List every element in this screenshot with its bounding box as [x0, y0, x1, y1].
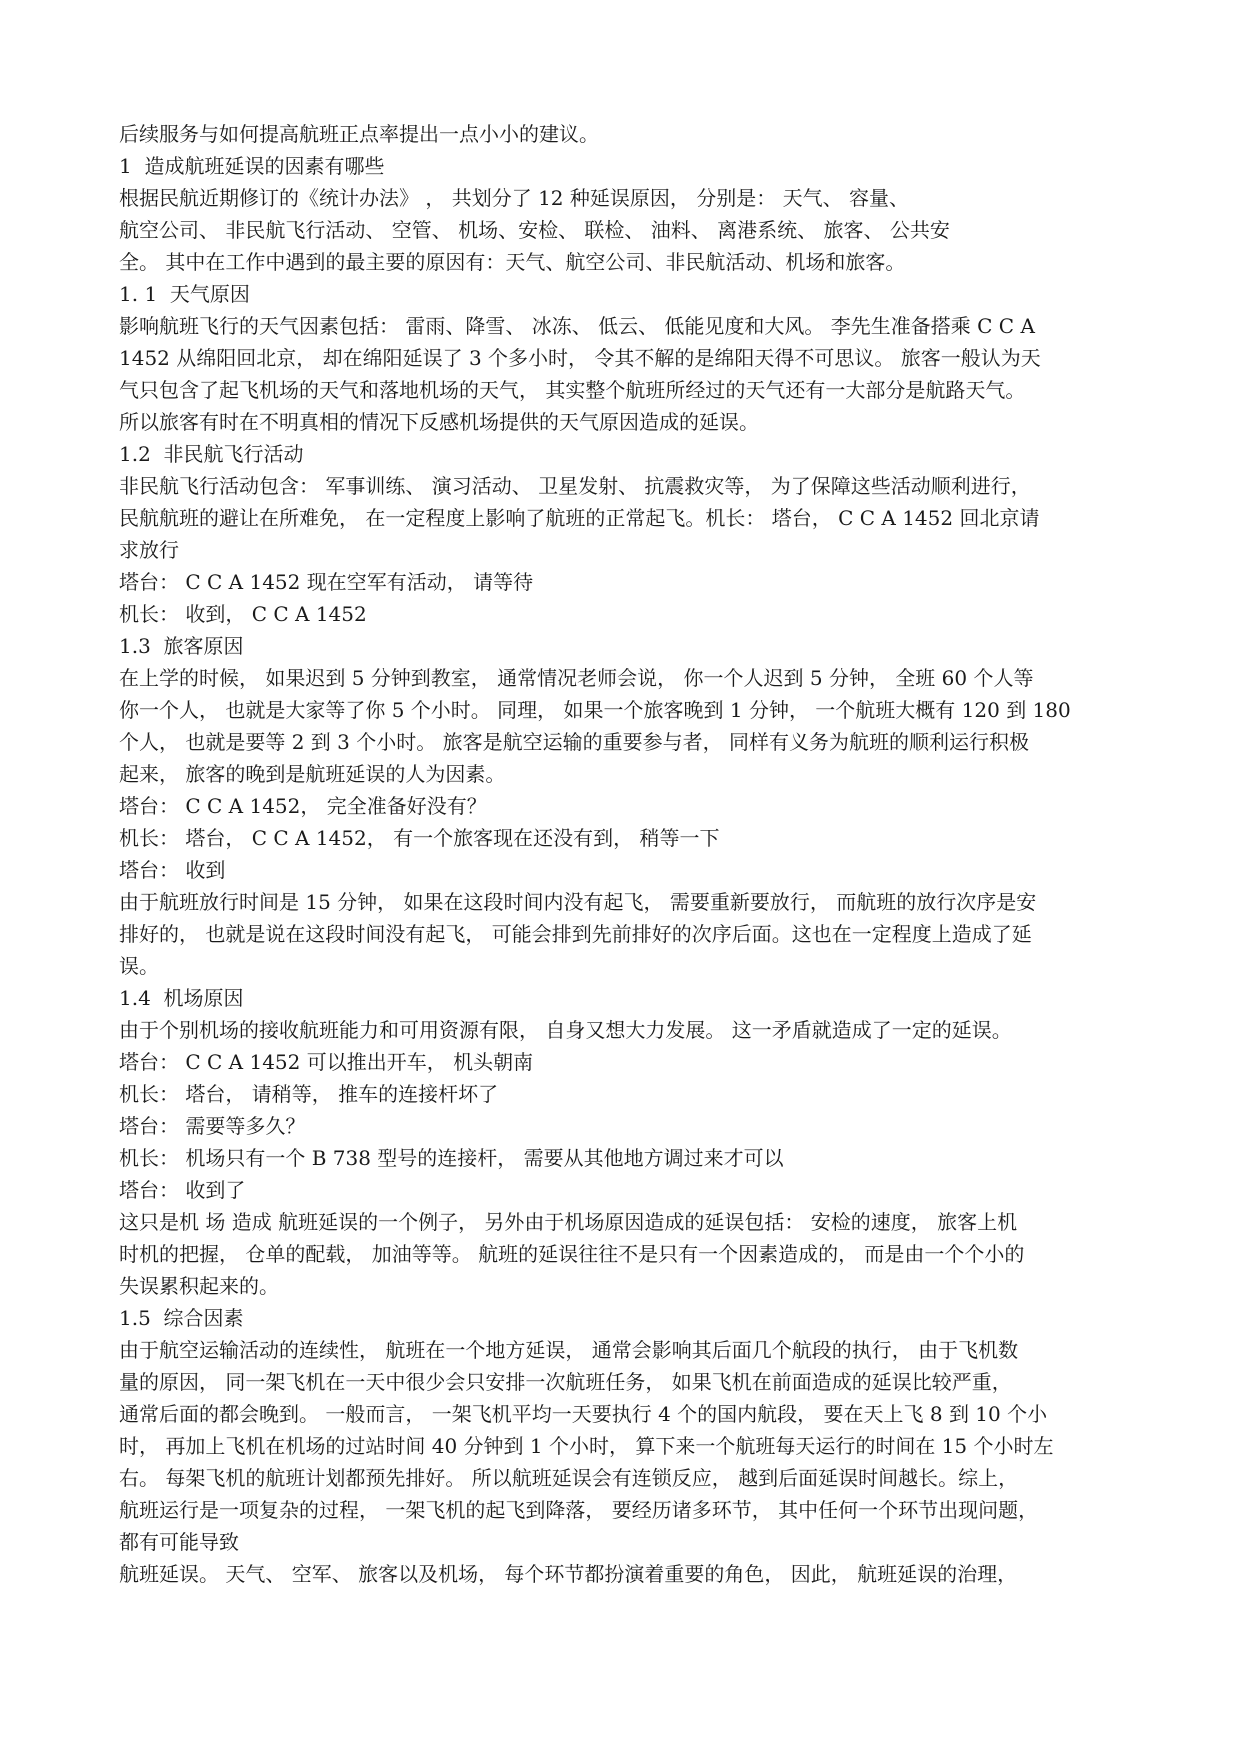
dialogue-line: 塔台： C C A 1452， 完全准备好没有？ [119, 794, 487, 818]
text-line: 由于航班放行时间是 15 分钟， 如果在这段时间内没有起飞， 需要重新要放行， 而航班的放行次序是安 [119, 890, 1037, 914]
dialogue-line: 塔台： 收到了 [119, 1178, 246, 1202]
dialogue-line: 机长： 塔台， C C A 1452， 有一个旅客现在还没有到， 稍等一下 [119, 826, 720, 850]
text-line: 失误累积起来的。 [119, 1274, 279, 1298]
dialogue-line: 机长： 收到， C C A 1452 [119, 602, 367, 626]
text-line: 由于航空运输活动的连续性， 航班在一个地方延误， 通常会影响其后面几个航段的执行， 由于飞机数 [119, 1338, 1019, 1362]
document-body [119, 118, 1159, 1590]
dialogue-line: 机长： 塔台， 请稍等， 推车的连接杆坏了 [119, 1082, 499, 1106]
section-heading: 1 造成航班延误的因素有哪些 [119, 154, 385, 178]
section-heading: 1. 1 天气原因 [119, 282, 250, 306]
text-line: 右。 每架飞机的航班计划都预先排好。 所以航班延误会有连锁反应， 越到后面延误时间越长。综上， [119, 1466, 1019, 1490]
text-line: 影响航班飞行的天气因素包括： 雷雨、降雪、 冰冻、 低云、 低能见度和大风。 李先生准备搭乘 C C A [119, 314, 1035, 338]
text-line: 全。 其中在工作中遇到的最主要的原因有：天气、航空公司、非民航活动、机场和旅客。 [119, 250, 906, 274]
text-line: 这只是机 场 造成 航班延误的一个例子， 另外由于机场原因造成的延误包括： 安检的速度， 旅客上机 [119, 1210, 1018, 1234]
text-line: 在上学的时候， 如果迟到 5 分钟到教室， 通常情况老师会说， 你一个人迟到 5 分钟， 全班 60 个人等 [119, 666, 1034, 690]
text-line: 航班延误。 天气、 空军、 旅客以及机场， 每个环节都扮演着重要的角色， 因此， 航班延误的治理， [119, 1562, 1018, 1586]
text-line: 求放行 [119, 538, 179, 562]
section-heading: 1.5 综合因素 [119, 1306, 244, 1330]
dialogue-line: 塔台： 收到 [119, 858, 226, 882]
text-line: 通常后面的都会晚到。 一般而言， 一架飞机平均一天要执行 4 个的国内航段， 要在天上飞 8 到 10 个小 [119, 1402, 1048, 1426]
text-line: 个人， 也就是要等 2 到 3 个小时。 旅客是航空运输的重要参与者， 同样有义务为航班的顺利运行积极 [119, 730, 1029, 754]
dialogue-line: 塔台： C C A 1452 可以推出开车， 机头朝南 [119, 1050, 534, 1074]
dialogue-line: 机长： 机场只有一个 B 738 型号的连接杆， 需要从其他地方调过来才可以 [119, 1146, 784, 1170]
dialogue-line: 塔台： C C A 1452 现在空军有活动， 请等待 [119, 570, 534, 594]
text-line: 量的原因， 同一架飞机在一天中很少会只安排一次航班任务， 如果飞机在前面造成的延误比较严重， [119, 1370, 1012, 1394]
text-line: 后续服务与如何提高航班正点率提出一点小小的建议。 [119, 122, 599, 146]
text-line: 根据民航近期修订的《统计办法》 ， 共划分了 12 种延误原因， 分别是： 天气、 容量、 [119, 186, 909, 210]
text-line: 气只包含了起飞机场的天气和落地机场的天气， 其实整个航班所经过的天气还有一大部分是航路天气。 [119, 378, 1026, 402]
text-line: 航空公司、 非民航飞行活动、 空管、 机场、安检、 联检、 油料、 离港系统、 旅客、 公共安 [119, 218, 950, 242]
text-line: 1452 从绵阳回北京， 却在绵阳延误了 3 个多小时， 令其不解的是绵阳天得不可思议。 旅客一般认为天 [119, 346, 1041, 370]
text-line: 由于个别机场的接收航班能力和可用资源有限， 自身又想大力发展。 这一矛盾就造成了一定的延误。 [119, 1018, 1012, 1042]
section-heading: 1.2 非民航飞行活动 [119, 442, 304, 466]
text-line: 航班运行是一项复杂的过程， 一架飞机的起飞到降落， 要经历诸多环节， 其中任何一个环节出现问题， [119, 1498, 1039, 1522]
text-line: 起来， 旅客的晚到是航班延误的人为因素。 [119, 762, 506, 786]
text-line: 误。 [119, 954, 159, 978]
text-line: 时， 再加上飞机在机场的过站时间 40 分钟到 1 个小时， 算下来一个航班每天运行的时间在 15 个小时左 [119, 1434, 1054, 1458]
text-line: 都有可能导致 [119, 1530, 239, 1554]
dialogue-line: 塔台： 需要等多久？ [119, 1114, 306, 1138]
text-line: 民航航班的避让在所难免， 在一定程度上影响了航班的正常起飞。机长： 塔台， C C A 1452 回北京请 [119, 506, 1040, 530]
text-line: 非民航飞行活动包含： 军事训练、 演习活动、 卫星发射、 抗震救灾等， 为了保障这些活动顺利进行， [119, 474, 1031, 498]
text-line: 时机的把握， 仓单的配载， 加油等等。 航班的延误往往不是只有一个因素造成的， 而是由一个个小的 [119, 1242, 1025, 1266]
section-heading: 1.4 机场原因 [119, 986, 244, 1010]
text-line: 排好的， 也就是说在这段时间没有起飞， 可能会排到先前排好的次序后面。这也在一定程度上造成了延 [119, 922, 1032, 946]
text-line: 你一个人， 也就是大家等了你 5 个小时。 同理， 如果一个旅客晚到 1 分钟， 一个航班大概有 120 到 180 [119, 698, 1071, 722]
text-line: 所以旅客有时在不明真相的情况下反感机场提供的天气原因造成的延误。 [119, 410, 759, 434]
section-heading: 1.3 旅客原因 [119, 634, 244, 658]
